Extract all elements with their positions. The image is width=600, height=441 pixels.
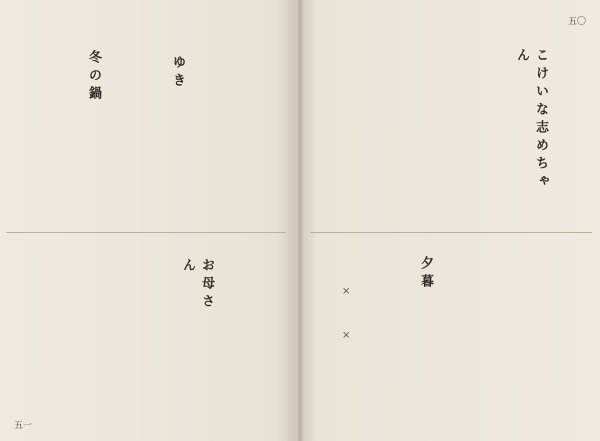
section-divider-left	[6, 232, 286, 233]
page-number-left: 五一	[14, 421, 33, 431]
left-page	[0, 0, 296, 441]
story-title-yuki: ゆき	[170, 55, 185, 91]
book-gutter	[296, 0, 304, 441]
story-title-fuyu-no-nabe: 冬の鍋	[86, 50, 101, 104]
separator-mark-1: ×	[342, 286, 351, 297]
story-title-kokeina: こけいな志めちゃん	[514, 48, 548, 192]
right-page	[304, 0, 600, 441]
page-number-right: 五〇	[568, 17, 587, 27]
story-body-okaasan	[6, 246, 286, 426]
section-divider-right	[310, 232, 592, 233]
separator-mark-2: ×	[342, 330, 351, 341]
story-body-yuugure	[304, 246, 594, 426]
story-title-yuugure: 夕暮	[418, 256, 433, 292]
story-title-okaasan: お母さん	[180, 258, 214, 312]
story-body-yuki	[186, 22, 266, 220]
story-body-fuyu-no-nabe	[0, 22, 80, 220]
story-body-kokeina	[304, 22, 594, 228]
